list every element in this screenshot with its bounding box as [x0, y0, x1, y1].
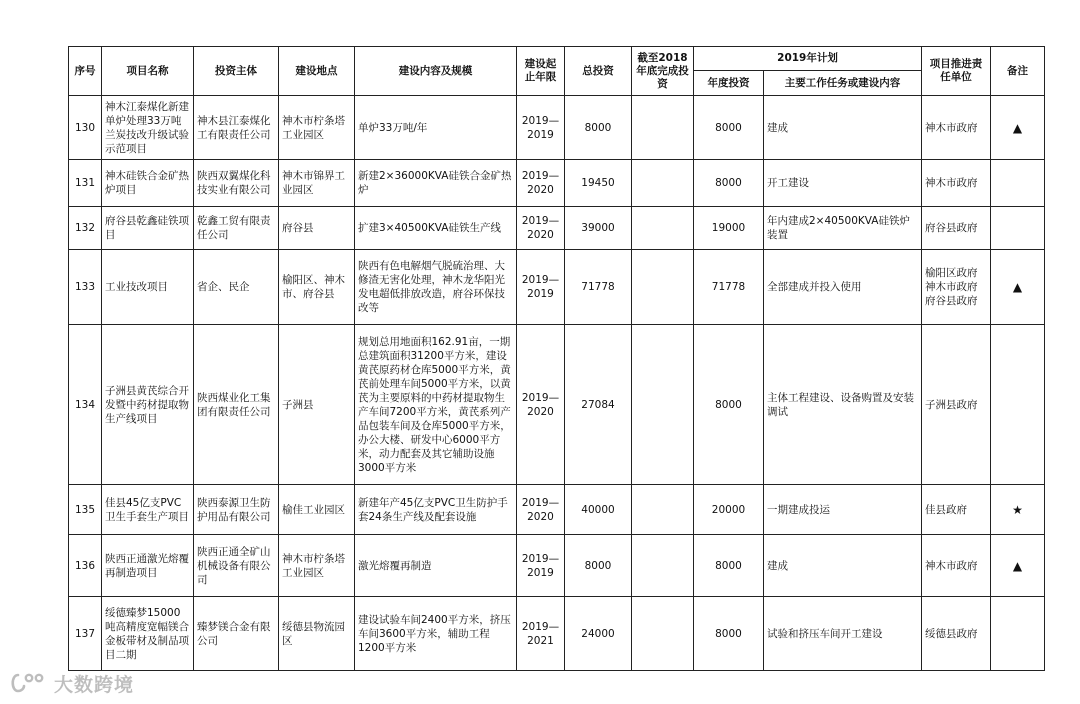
- row-total: 39000: [565, 207, 632, 250]
- row-tasks: 一期建成投运: [764, 485, 922, 535]
- row-responsible: 神木市政府: [922, 160, 991, 207]
- row-remark: ▲: [991, 250, 1045, 325]
- row-name: 神木江泰煤化新建单炉处理33万吨兰炭技改升级试验示范项目: [102, 96, 194, 160]
- header-responsible: 项目推进责任单位: [922, 47, 991, 96]
- row-completed: [632, 535, 694, 597]
- row-completed: [632, 207, 694, 250]
- row-annual: 19000: [694, 207, 764, 250]
- watermark: [8, 669, 134, 697]
- row-tasks: 主体工程建设、设备购置及安装调试: [764, 325, 922, 485]
- row-annual: 8000: [694, 96, 764, 160]
- row-investor: 陕西煤业化工集团有限责任公司: [194, 325, 279, 485]
- row-seq: 134: [69, 325, 102, 485]
- row-content: 新建年产45亿支PVC卫生防护手套24条生产线及配套设施: [355, 485, 517, 535]
- row-investor: 陕西正通全矿山机械设备有限公司: [194, 535, 279, 597]
- row-location: 榆阳区、神木市、府谷县: [279, 250, 355, 325]
- table-row: [69, 535, 1045, 597]
- row-seq: 136: [69, 535, 102, 597]
- row-annual: 8000: [694, 597, 764, 671]
- row-investor: 臻梦镁合金有限公司: [194, 597, 279, 671]
- row-period: 2019—2020: [517, 325, 565, 485]
- row-period: 2019—2020: [517, 207, 565, 250]
- table-row: [69, 597, 1045, 671]
- row-total: 8000: [565, 535, 632, 597]
- table-row: [69, 207, 1045, 250]
- row-content: 激光熔覆再制造: [355, 535, 517, 597]
- row-seq: 137: [69, 597, 102, 671]
- row-name: 府谷县乾鑫硅铁项目: [102, 207, 194, 250]
- row-name: 子洲县黄芪综合开发暨中药材提取物生产线项目: [102, 325, 194, 485]
- row-content: 陕西有色电解烟气脱硫治理、大修渣无害化处理，神木龙华阳光发电超低排放改造，府谷环保技改等: [355, 250, 517, 325]
- table-row: [69, 160, 1045, 207]
- row-location: 府谷县: [279, 207, 355, 250]
- row-investor: 省企、民企: [194, 250, 279, 325]
- header-remark: 备注: [991, 47, 1045, 96]
- row-period: 2019—2019: [517, 96, 565, 160]
- row-name: 佳县45亿支PVC卫生手套生产项目: [102, 485, 194, 535]
- row-location: 绥德县物流园区: [279, 597, 355, 671]
- row-responsible: 佳县政府: [922, 485, 991, 535]
- row-responsible: 神木市政府: [922, 96, 991, 160]
- row-location: 神木市锦界工业园区: [279, 160, 355, 207]
- row-seq: 132: [69, 207, 102, 250]
- row-content: 建设试验车间2400平方米，挤压车间3600平方米，辅助工程1200平方米: [355, 597, 517, 671]
- row-responsible: 榆阳区政府 神木市政府 府谷县政府: [922, 250, 991, 325]
- header-total: 总投资: [565, 47, 632, 96]
- header-period: 建设起止年限: [517, 47, 565, 96]
- row-seq: 135: [69, 485, 102, 535]
- row-remark: [991, 160, 1045, 207]
- row-period: 2019—2020: [517, 485, 565, 535]
- header-name: 项目名称: [102, 47, 194, 96]
- row-completed: [632, 160, 694, 207]
- row-period: 2019—2019: [517, 535, 565, 597]
- table-row: [69, 96, 1045, 160]
- row-completed: [632, 325, 694, 485]
- header-annual: 年度投资: [694, 71, 764, 96]
- row-total: 27084: [565, 325, 632, 485]
- row-period: 2019—2019: [517, 250, 565, 325]
- row-content: 新建2×36000KVA硅铁合金矿热炉: [355, 160, 517, 207]
- row-responsible: 神木市政府: [922, 535, 991, 597]
- row-total: 8000: [565, 96, 632, 160]
- row-name: 陕西正通激光熔覆再制造项目: [102, 535, 194, 597]
- row-completed: [632, 485, 694, 535]
- header-seq: 序号: [69, 47, 102, 96]
- row-annual: 8000: [694, 325, 764, 485]
- row-tasks: 开工建设: [764, 160, 922, 207]
- row-name: 工业技改项目: [102, 250, 194, 325]
- table-row: [69, 250, 1045, 325]
- project-plan-table: [68, 46, 1045, 671]
- row-name: 绥德臻梦15000吨高精度宽幅镁合金板带材及制品项目二期: [102, 597, 194, 671]
- row-completed: [632, 250, 694, 325]
- row-location: 榆佳工业园区: [279, 485, 355, 535]
- row-tasks: 年内建成2×40500KVA硅铁炉装置: [764, 207, 922, 250]
- row-annual: 71778: [694, 250, 764, 325]
- row-total: 24000: [565, 597, 632, 671]
- row-name: 神木硅铁合金矿热炉项目: [102, 160, 194, 207]
- header-completed: 截至2018年底完成投资: [632, 47, 694, 96]
- row-annual: 8000: [694, 535, 764, 597]
- row-remark: ▲: [991, 96, 1045, 160]
- header-location: 建设地点: [279, 47, 355, 96]
- row-seq: 130: [69, 96, 102, 160]
- table-row: [69, 485, 1045, 535]
- row-tasks: 建成: [764, 96, 922, 160]
- row-tasks: 全部建成并投入使用: [764, 250, 922, 325]
- table-body: [69, 96, 1045, 671]
- row-tasks: 建成: [764, 535, 922, 597]
- row-responsible: 府谷县政府: [922, 207, 991, 250]
- row-remark: ★: [991, 485, 1045, 535]
- row-completed: [632, 597, 694, 671]
- brand-logo-icon: [8, 671, 48, 695]
- row-tasks: 试验和挤压车间开工建设: [764, 597, 922, 671]
- row-seq: 133: [69, 250, 102, 325]
- row-location: 神木市柠条塔工业园区: [279, 535, 355, 597]
- table-row: [69, 325, 1045, 485]
- row-remark: [991, 597, 1045, 671]
- row-content: 扩建3×40500KVA硅铁生产线: [355, 207, 517, 250]
- row-responsible: 子洲县政府: [922, 325, 991, 485]
- row-total: 71778: [565, 250, 632, 325]
- header-tasks: 主要工作任务或建设内容: [764, 71, 922, 96]
- row-investor: 神木县江泰煤化工有限责任公司: [194, 96, 279, 160]
- row-total: 40000: [565, 485, 632, 535]
- row-period: 2019—2021: [517, 597, 565, 671]
- row-remark: ▲: [991, 535, 1045, 597]
- row-responsible: 绥德县政府: [922, 597, 991, 671]
- row-completed: [632, 96, 694, 160]
- row-content: 规划总用地面积162.91亩，一期总建筑面积31200平方米，建设黄芪原药材仓库5000平方米，黄芪前处理车间5000平方米，以黄芪为主要原料的中药材提取物生产车间7200平方米，黄芪系列产品包装车间及仓库5000平方米，办公大楼、研发中心6000平方米，动力配套及其它辅助设施3000平方米: [355, 325, 517, 485]
- row-investor: 陕西泰源卫生防护用品有限公司: [194, 485, 279, 535]
- row-total: 19450: [565, 160, 632, 207]
- header-investor: 投资主体: [194, 47, 279, 96]
- row-location: 神木市柠条塔工业园区: [279, 96, 355, 160]
- row-remark: [991, 207, 1045, 250]
- row-content: 单炉33万吨/年: [355, 96, 517, 160]
- row-annual: 20000: [694, 485, 764, 535]
- row-period: 2019—2020: [517, 160, 565, 207]
- row-location: 子洲县: [279, 325, 355, 485]
- row-seq: 131: [69, 160, 102, 207]
- row-investor: 陕西双翼煤化科技实业有限公司: [194, 160, 279, 207]
- row-remark: [991, 325, 1045, 485]
- row-annual: 8000: [694, 160, 764, 207]
- row-investor: 乾鑫工贸有限责任公司: [194, 207, 279, 250]
- watermark-text: 大数跨境: [54, 673, 135, 696]
- header-content: 建设内容及规模: [355, 47, 517, 96]
- header-plan-2019: 2019年计划: [694, 47, 922, 71]
